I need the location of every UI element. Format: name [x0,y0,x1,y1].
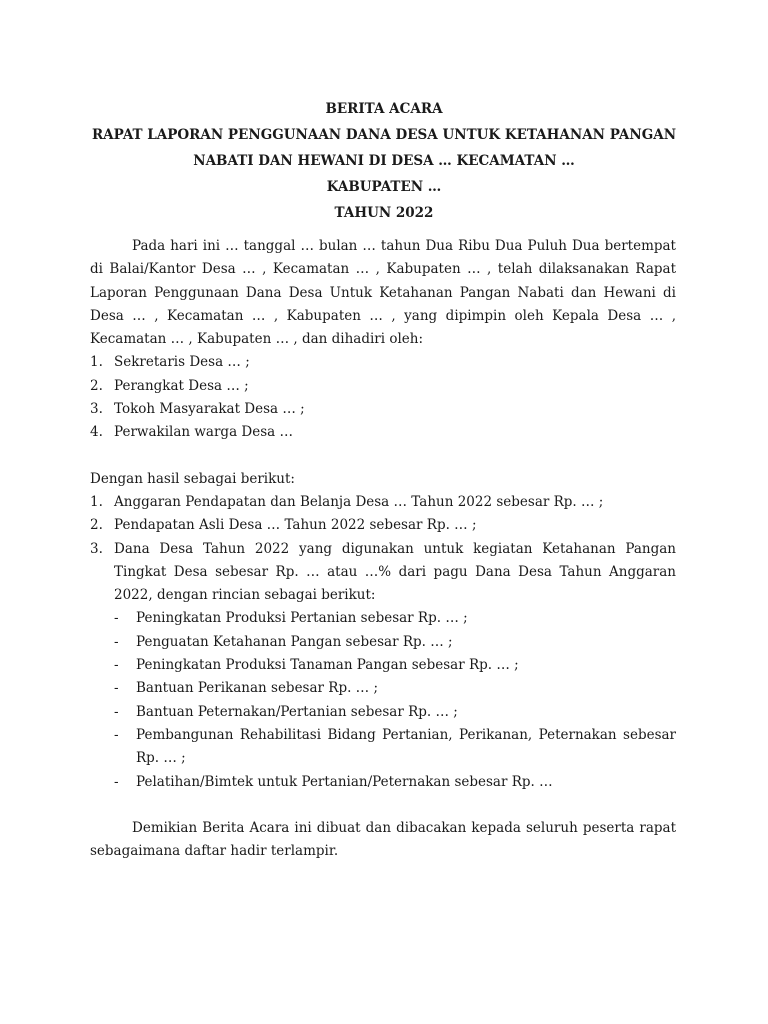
detail-text: Pembangunan Rehabilitasi Bidang Pertanian, Perikanan, Peternakan sebesar Rp. … ; [136,726,676,767]
detail-item [90,654,676,677]
detail-item [90,771,676,794]
list-item [90,514,676,537]
title-line-2: RAPAT LAPORAN PENGGUNAAN DANA DESA UNTUK KETAHANAN PANGAN [91,127,677,143]
list-number: 3. [90,401,103,418]
list-number: 3. [90,540,103,557]
dash-bullet: - [114,657,119,674]
title-line-4: KABUPATEN … [326,179,442,195]
detail-text: Penguatan Ketahanan Pangan sebesar Rp. … ; [136,633,453,650]
list-text: Sekretaris Desa … ; [114,354,250,371]
dash-bullet: - [114,633,119,650]
list-text: Perwakilan warga Desa … [114,424,293,441]
title-line-5: TAHUN 2022 [334,205,434,221]
dash-bullet: - [114,610,119,627]
dash-bullet: - [114,726,119,743]
dash-bullet: - [114,680,119,697]
detail-text: Bantuan Peternakan/Pertanian sebesar Rp. … ; [136,703,458,720]
list-text: Anggaran Pendapatan dan Belanja Desa … Tahun 2022 sebesar Rp. … ; [114,493,604,510]
list-item [90,491,676,514]
spacer [90,445,676,468]
list-number: 2. [90,517,103,534]
list-item [90,351,676,374]
closing-paragraph: Demikian Berita Acara ini dibuat dan dibacakan kepada seluruh peserta rapat sebagaimana daftar hadir terlampir. [90,819,676,860]
detail-text: Peningkatan Produksi Pertanian sebesar Rp. … ; [136,610,468,627]
list-item [90,398,676,421]
list-number: 1. [90,493,103,510]
dash-bullet: - [114,773,119,790]
list-text: Pendapatan Asli Desa … Tahun 2022 sebesar Rp. … ; [114,517,477,534]
detail-text: Pelatihan/Bimtek untuk Pertanian/Peternakan sebesar Rp. … [136,773,553,790]
title-line-1: BERITA ACARA [325,101,443,117]
detail-item [90,724,676,771]
details-list [114,607,676,793]
detail-item [90,607,676,630]
dash-bullet: - [114,703,119,720]
detail-item [90,701,676,724]
detail-item [90,677,676,700]
list-number: 1. [90,354,103,371]
list-text: Tokoh Masyarakat Desa … ; [114,401,305,418]
results-intro: Dengan hasil sebagai berikut: [90,470,295,487]
spacer [90,794,676,817]
opening-paragraph: Pada hari ini … tanggal … bulan … tahun Dua Ribu Dua Puluh Dua bertempat di Balai/Kantor Desa … , Kecamatan … , Kabupaten … , telah dilaksanakan Rapat Laporan Penggunaan Dana Desa Untuk Ketahanan Pangan Nabati dan Hewani di Desa … , Kecamatan … , Kabupaten … , yang dipimpin oleh Kepala Desa … , Kecamatan … , Kabupaten … , dan dihadiri oleh: [90,238,676,348]
attendee-list [90,351,676,444]
list-text: Perangkat Desa … ; [114,377,249,394]
list-number: 2. [90,377,103,394]
detail-item [90,631,676,654]
title-line-3: NABATI DAN HEWANI DI DESA … KECAMATAN … [193,153,575,169]
list-text: Dana Desa Tahun 2022 yang digunakan untuk kegiatan Ketahanan Pangan Tingkat Desa sebesar Rp. … atau …% dari pagu Dana Desa Tahun Anggaran 2022, dengan rincian sebagai berikut: [114,540,676,604]
list-item [90,538,676,794]
list-item [90,375,676,398]
list-item [90,421,676,444]
detail-text: Peningkatan Produksi Tanaman Pangan sebesar Rp. … ; [136,657,519,674]
detail-text: Bantuan Perikanan sebesar Rp. … ; [136,680,379,697]
list-number: 4. [90,424,103,441]
results-list [90,491,676,794]
document-body [90,235,676,863]
document-title [0,96,768,226]
